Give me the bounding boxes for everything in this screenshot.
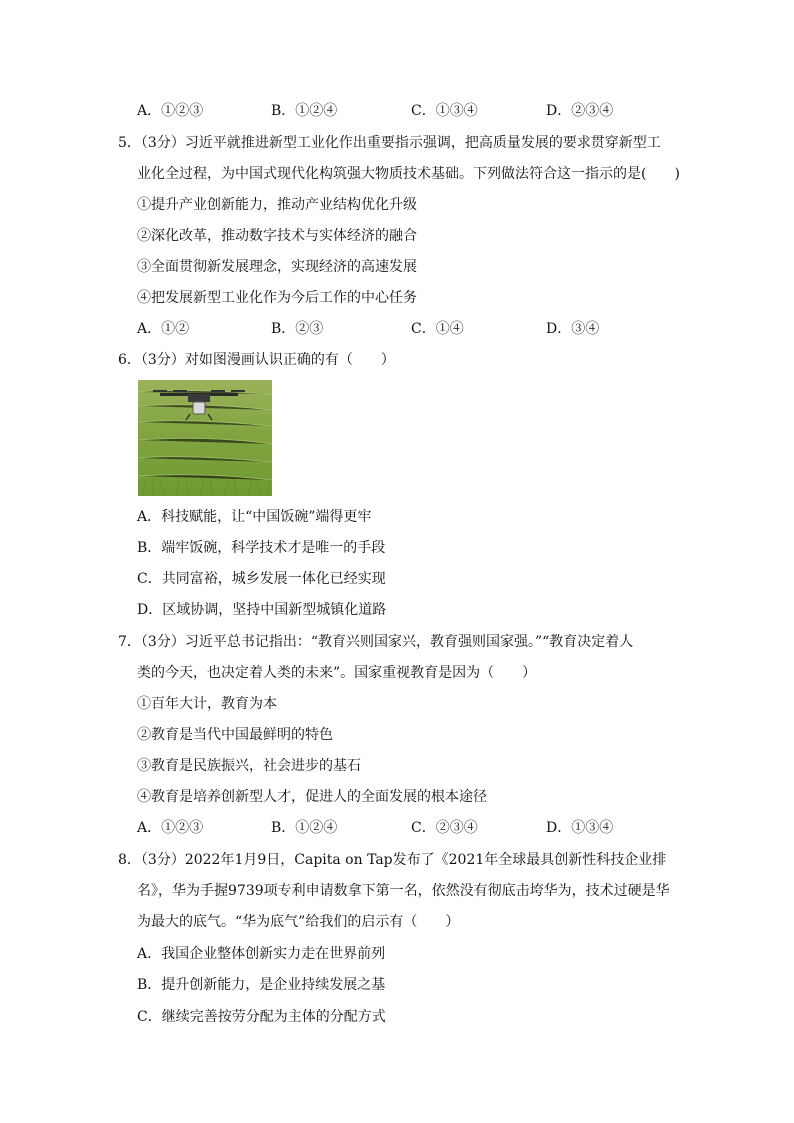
q7-item-3: ③教育是民族振兴，社会进步的基石 [137, 758, 361, 774]
q4-option-a[interactable]: A．①②③ [137, 103, 204, 119]
q8-option-c[interactable]: C．继续完善按劳分配为主体的分配方式 [137, 1009, 386, 1025]
q5-item-2: ②深化改革，推动数字技术与实体经济的融合 [137, 228, 417, 244]
q7-item-1: ①百年大计，教育为本 [137, 696, 277, 712]
q5-item-4: ④把发展新型工业化作为今后工作的中心任务 [137, 290, 417, 306]
q8-stem-line1: 8．（3分）2022年1月9日，Capita on Tap发布了《2021年全球最具创新性科技企业排 [118, 852, 667, 868]
q8-stem-line2: 名》，华为手握9739项专利申请数拿下第一名，依然没有彻底击垮华为，技术过硬是华 [137, 883, 670, 899]
q7-option-c[interactable]: C．②③④ [411, 820, 478, 836]
q6-option-d[interactable]: D．区域协调，坚持中国新型城镇化道路 [137, 602, 387, 618]
q5-options [0, 319, 794, 339]
q6-option-b[interactable]: B．端牢饭碗，科学技术才是唯一的手段 [137, 540, 386, 556]
q4-option-c[interactable]: C．①③④ [411, 103, 478, 119]
q4-option-d[interactable]: D．②③④ [546, 103, 614, 119]
q4-option-b[interactable]: B．①②④ [271, 103, 338, 119]
q7-option-d[interactable]: D．①③④ [546, 820, 614, 836]
q6-option-a[interactable]: A．科技赋能，让“中国饭碗”端得更牢 [137, 509, 372, 525]
q8-option-b[interactable]: B．提升创新能力，是企业持续发展之基 [137, 977, 386, 993]
q7-item-2: ②教育是当代中国最鲜明的特色 [137, 727, 333, 743]
drone-over-field-image [138, 380, 272, 496]
q7-option-b[interactable]: B．①②④ [271, 820, 338, 836]
q5-item-3: ③全面贯彻新发展理念，实现经济的高速发展 [137, 259, 417, 275]
q8-stem-line3: 为最大的底气。“华为底气”给我们的启示有（ ） [137, 914, 460, 930]
q7-options [0, 818, 794, 838]
q5-option-b[interactable]: B．②③ [271, 321, 324, 337]
q6-option-c[interactable]: C．共同富裕，城乡发展一体化已经实现 [137, 571, 386, 587]
q5-option-d[interactable]: D．③④ [546, 321, 600, 337]
q7-stem-line2: 类的今天，也决定着人类的未来”。国家重视教育是因为（ ） [137, 665, 537, 681]
q8-option-a[interactable]: A．我国企业整体创新实力走在世界前列 [137, 946, 386, 962]
q5-stem-line1: 5．（3分）习近平就推进新型工业化作出重要指示强调，把高质量发展的要求贯穿新型工 [118, 135, 661, 151]
q4-options [0, 101, 794, 121]
q5-item-1: ①提升产业创新能力，推动产业结构优化升级 [137, 197, 417, 213]
q6-stem: 6．（3分）对如图漫画认识正确的有（ ） [118, 352, 395, 368]
q5-stem-line2: 业化全过程，为中国式现代化构筑强大物质技术基础。下列做法符合这一指示的是( ) [137, 166, 680, 182]
q5-option-a[interactable]: A．①② [137, 321, 190, 337]
q7-stem-line1: 7．（3分）习近平总书记指出：“教育兴则国家兴，教育强则国家强。”“教育决定着人 [118, 634, 634, 650]
q5-option-c[interactable]: C．①④ [411, 321, 464, 337]
q7-option-a[interactable]: A．①②③ [137, 820, 204, 836]
q7-item-4: ④教育是培养创新型人才，促进人的全面发展的根本途径 [137, 789, 487, 805]
